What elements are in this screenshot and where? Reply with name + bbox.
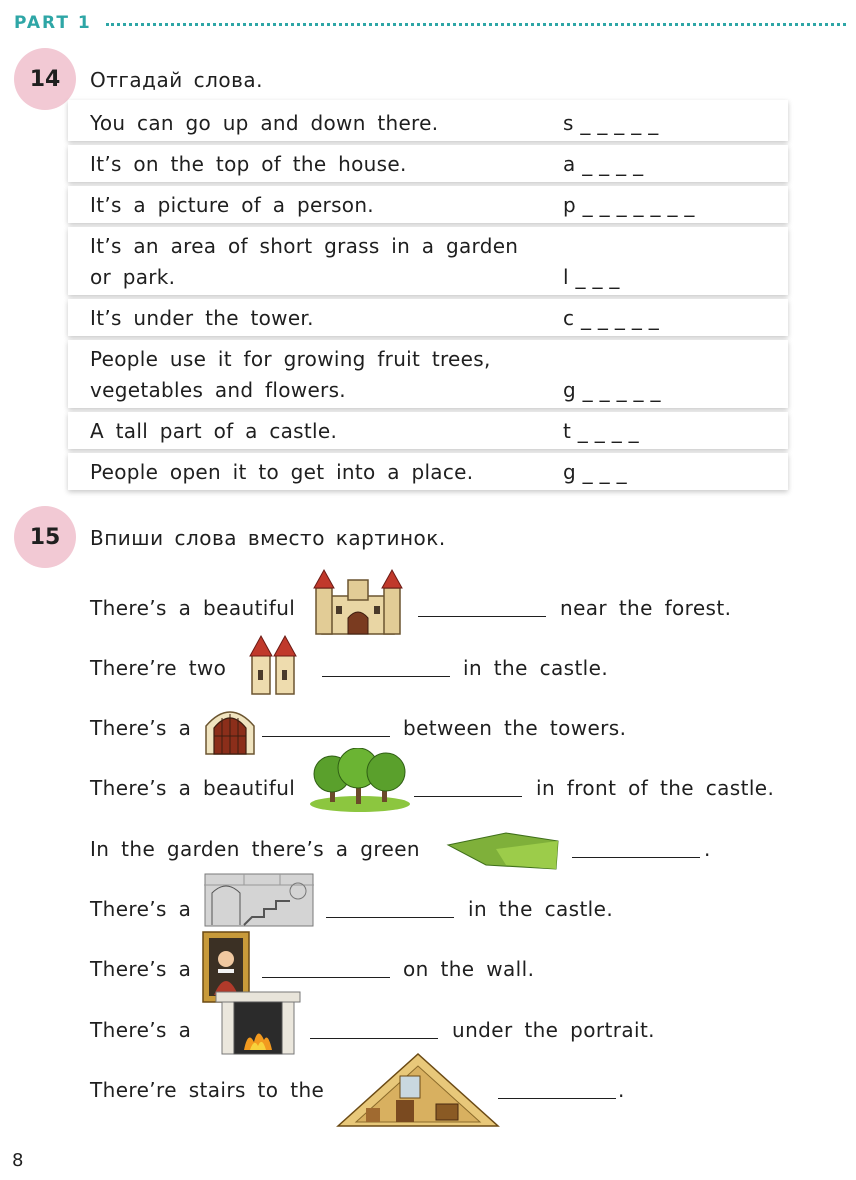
- sentence-text-after: in the castle.: [463, 656, 609, 680]
- sentence-text-before: In the garden there’s a green: [90, 837, 420, 861]
- sentence-text-before: There’re stairs to the: [90, 1078, 325, 1102]
- clue-text: It’s an area of short grass in a garden or park.: [90, 234, 519, 289]
- sentence-row: [90, 758, 830, 818]
- table-row: [68, 227, 788, 295]
- sentence-text-after: under the portrait.: [452, 1018, 655, 1042]
- table-row: [68, 412, 788, 449]
- sentence-row: [90, 819, 830, 879]
- part-header: [14, 12, 846, 34]
- towers-picture: [248, 630, 298, 698]
- answer-line[interactable]: [262, 736, 390, 737]
- dotted-divider: [106, 23, 846, 26]
- table-row: [68, 299, 788, 336]
- exercise-14-badge: 14: [14, 48, 76, 110]
- answer-blank[interactable]: t _ _ _ _: [563, 419, 639, 443]
- sentence-text-after: in the castle.: [468, 897, 614, 921]
- answer-line[interactable]: [310, 1038, 438, 1039]
- sentence-text-before: There’s a beautiful: [90, 776, 296, 800]
- page-number: 8: [12, 1150, 24, 1171]
- answer-line[interactable]: [262, 977, 390, 978]
- sentence-row: [90, 638, 830, 698]
- sentence-text-after: in front of the castle.: [536, 776, 775, 800]
- sentence-text-after: .: [704, 837, 711, 861]
- sentence-row: [90, 698, 830, 758]
- clue-text: People open it to get into a place.: [90, 460, 474, 484]
- answer-blank[interactable]: p _ _ _ _ _ _ _: [563, 193, 695, 217]
- fireplace-picture: [214, 990, 302, 1056]
- attic-picture: [336, 1052, 500, 1128]
- sentence-row: [90, 879, 830, 939]
- table-row: [68, 145, 788, 182]
- sentence-row: [90, 1060, 830, 1120]
- sentence-text-before: There’s a: [90, 897, 192, 921]
- sentence-text-before: There’s a: [90, 716, 192, 740]
- answer-line[interactable]: [414, 796, 522, 797]
- exercise-14-table: [68, 100, 788, 494]
- clue-text: People use it for growing fruit trees, vegetables and flowers.: [90, 347, 491, 402]
- sentence-row: [90, 578, 830, 638]
- answer-line[interactable]: [418, 616, 546, 617]
- answer-blank[interactable]: s _ _ _ _ _: [563, 111, 659, 135]
- clue-text: You can go up and down there.: [90, 111, 439, 135]
- gate-picture: [202, 704, 258, 756]
- table-row: [68, 453, 788, 490]
- answer-line[interactable]: [498, 1098, 616, 1099]
- clue-text: It’s a picture of a person.: [90, 193, 374, 217]
- sentence-text-before: There’s a: [90, 957, 192, 981]
- sentence-text-after: .: [618, 1078, 625, 1102]
- clue-text: It’s under the tower.: [90, 306, 314, 330]
- table-row: [68, 340, 788, 408]
- answer-line[interactable]: [322, 676, 450, 677]
- answer-line[interactable]: [326, 917, 454, 918]
- sentence-text-before: There’re two: [90, 656, 227, 680]
- exercise-14-instruction: Отгадай слова.: [90, 68, 264, 92]
- answer-blank[interactable]: c _ _ _ _ _: [563, 306, 660, 330]
- answer-blank[interactable]: g _ _ _ _ _: [563, 378, 661, 402]
- clue-text: It’s on the top of the house.: [90, 152, 407, 176]
- sentence-row: [90, 1000, 830, 1060]
- cellar-picture: [204, 873, 314, 927]
- part-label: PART 1: [14, 13, 92, 33]
- exercise-15-badge: 15: [14, 506, 76, 568]
- garden-picture: [308, 748, 410, 812]
- sentence-text-before: There’s a: [90, 1018, 192, 1042]
- sentence-text-after: between the towers.: [403, 716, 627, 740]
- table-row: [68, 186, 788, 223]
- answer-blank[interactable]: l _ _ _: [563, 265, 620, 289]
- clue-text: A tall part of a castle.: [90, 419, 338, 443]
- sentence-row: [90, 939, 830, 999]
- sentence-text-before: There’s a beautiful: [90, 596, 296, 620]
- sentence-text-after: near the forest.: [560, 596, 732, 620]
- answer-blank[interactable]: g _ _ _: [563, 460, 627, 484]
- castle-picture: [312, 566, 404, 638]
- answer-blank[interactable]: a _ _ _ _: [563, 152, 644, 176]
- table-row: [68, 100, 788, 141]
- answer-line[interactable]: [572, 857, 700, 858]
- sentence-text-after: on the wall.: [403, 957, 535, 981]
- exercise-15-instruction: Впиши слова вместо картинок.: [90, 526, 446, 550]
- lawn-picture: [446, 831, 560, 871]
